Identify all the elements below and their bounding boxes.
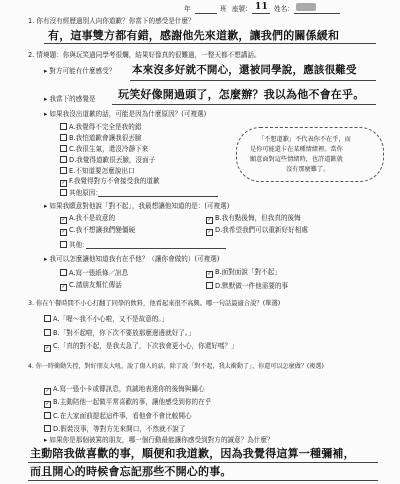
header-seat-value: 11	[255, 2, 268, 12]
q2-sub4-label: ▸ 如果我願意對他說「對不起」，我最想讓他知道的是：(可複選)	[44, 202, 230, 210]
q2-sub1-label: ▸ 對方可能有什麼感受？	[44, 67, 116, 75]
checkbox[interactable]	[44, 315, 51, 322]
checkbox[interactable]	[44, 412, 51, 419]
callout-line-1: 「不想道歉」不代表你不在乎，而	[258, 136, 351, 143]
q2-sub2-answer: 玩笑好像開過頭了，怎麼辦？我以為他不會在乎。	[118, 88, 365, 101]
q2-option-e[interactable]: E.不知道要怎麼說出口	[60, 167, 135, 175]
q1-question: 1. 你有沒有經歷過別人向你道歉？你當下的感受是什麼？	[28, 17, 195, 25]
q2-action-a[interactable]: A.寫一張紙條／訊息	[60, 269, 128, 277]
q2-intro: 2. 情境題：你與玩笑過同學考很爛，結果好像真的很難過，一整天都不想講話。	[28, 51, 261, 59]
checkbox-checked[interactable]: ✓	[45, 401, 50, 407]
q3-option-b[interactable]: B.「對不起啦，你下次不要放那麼邊邊就好了。」	[44, 329, 195, 337]
q2-sub2-label: ▸ 我當下的感覺是	[44, 95, 96, 103]
checkbox-checked[interactable]: ✓	[207, 271, 212, 277]
header-grade-label: 年	[184, 5, 191, 13]
q2-option-a[interactable]: A.我覺得不完全是我的錯	[60, 123, 141, 131]
q2-option-b[interactable]: B.我怕道歉會讓我很丟臉	[60, 134, 142, 142]
bullet-icon: ▸	[44, 202, 50, 210]
q4-option-c[interactable]: C.在大家面前提起這件事，看他會不會比較開心	[44, 412, 192, 420]
checkbox[interactable]	[60, 123, 67, 130]
q4-option-d[interactable]: D.假裝沒事，等對方先來開口，不然就不說了	[44, 425, 185, 433]
header-class-label: 班	[220, 5, 227, 13]
checkbox[interactable]	[60, 241, 67, 248]
header-name-label: 姓名：	[274, 5, 294, 13]
header-seat-label: 座號：	[232, 5, 252, 13]
checkbox-checked[interactable]: ✓	[61, 229, 66, 235]
checkbox[interactable]	[44, 329, 51, 336]
q3-option-c[interactable]: ✓ C.「真的對不起，是我太急了，下次我會更小心，你還好嗎？」	[45, 342, 238, 351]
q2-reason-d[interactable]: ✓ D.我希望我們可以重新好好相處	[207, 226, 308, 235]
checkbox[interactable]	[60, 167, 67, 174]
q4-option-a[interactable]: ✓ A.寫一張小卡或傳訊息，真誠地表達你的後悔與關心	[45, 385, 205, 394]
q2-action-d[interactable]: D.默默做一件他需要的事	[206, 282, 288, 290]
q2-action-c[interactable]: ✓ C.請朋友幫忙傳話	[61, 281, 122, 290]
checkbox[interactable]	[206, 282, 213, 289]
q4-question: 4. 你一時衝動失控，對好朋友大吼，說了傷人的話，除了說「對不起，我太衝動了」，你還可以怎麼做？(複選)	[28, 363, 324, 370]
q2-reason-a[interactable]: ✓ A.我不是故意的	[61, 214, 116, 223]
bullet-icon: ▸	[44, 67, 50, 75]
q4-option-b[interactable]: ✓ B.主動陪他一起做平常喜歡的事，讓他感受到你的在乎	[45, 398, 212, 407]
q3-question: 3. 你在午餐時間不小心打翻了同學的飲料，他看起來很不高興。哪一句話最適合說？(單選)	[28, 300, 281, 307]
checkbox-checked[interactable]: ✓	[45, 388, 50, 394]
checkbox-checked[interactable]: ✓	[207, 217, 212, 223]
q4-followup: ▸ 如果你是那個被罵的朋友，哪一個行動最能讓你感受到對方的誠意？為什麼？	[44, 436, 274, 444]
checkbox-checked[interactable]: ✓	[45, 345, 50, 351]
checkbox-checked[interactable]: ✓	[61, 217, 66, 223]
bullet-icon: ▸	[44, 95, 50, 103]
q2-sub5-label: ▸ 我可以怎麼讓他知道我有在乎他？（讓你會做的）(可複選)	[44, 255, 220, 263]
checkbox-checked[interactable]: ✓	[61, 180, 66, 186]
q3-option-a[interactable]: A.「喔～我不小心啦，又不是故意的。」	[44, 315, 168, 323]
q2-reason-c[interactable]: ✓ C.我不想讓我們變僵硬	[61, 226, 136, 235]
q2-option-c[interactable]: C.我很生氣，還沒冷靜下來	[60, 145, 148, 153]
checkbox[interactable]	[60, 156, 67, 163]
checkbox[interactable]	[60, 189, 67, 196]
q2-reason-other[interactable]: 其他：	[60, 241, 89, 249]
checkbox[interactable]	[60, 269, 67, 276]
q2-sub3-label: ▸ 如果我沒出道歉的話，可能是因為什麼原因？(可複選)	[44, 110, 207, 118]
q2-option-d[interactable]: D.我覺得道歉很丟臉，沒面子	[60, 156, 155, 164]
q2-reason-b[interactable]: ✓ B.我有點後悔，但我真的後悔	[207, 214, 301, 223]
callout-line-4: 沒有那麼難了。	[286, 166, 330, 173]
callout-line-3: 願意面對這些情緒時，也許道歉就	[250, 156, 343, 163]
q4-answer-line-2: 而且開心的時候會忘記那些不開心的事。	[30, 465, 232, 478]
checkbox[interactable]	[60, 145, 67, 152]
q2-action-b[interactable]: ✓ B.面對面說「對不起」	[207, 268, 281, 277]
q2-sub1-answer: 本來沒多好就不開心，還被同學說，應該很難受	[132, 64, 357, 76]
checkbox[interactable]	[60, 134, 67, 141]
checkbox-checked[interactable]: ✓	[61, 284, 66, 290]
bullet-icon: ▸	[44, 110, 50, 118]
bullet-icon: ▸	[44, 255, 50, 263]
q4-answer-line-1: 主動陪我做喜歡的事，順便和我道歉，因為我覺得這算一種彌補，	[30, 447, 355, 460]
q1-answer: 有，這事雙方都有錯，感謝他先來道歉，讓我們的關係緩和	[48, 29, 340, 42]
checkbox[interactable]	[44, 425, 51, 432]
q2-option-other[interactable]: 其他原因：	[60, 189, 102, 197]
checkbox-checked[interactable]: ✓	[207, 229, 212, 235]
q2-option-f[interactable]: ✓ F.我覺得對方不會接受我的道歉	[61, 177, 160, 186]
callout-line-2: 是你可能還卡在某種情緒裡。當你	[250, 146, 343, 153]
bullet-icon: ▸	[44, 436, 50, 444]
name-redacted	[296, 3, 316, 11]
